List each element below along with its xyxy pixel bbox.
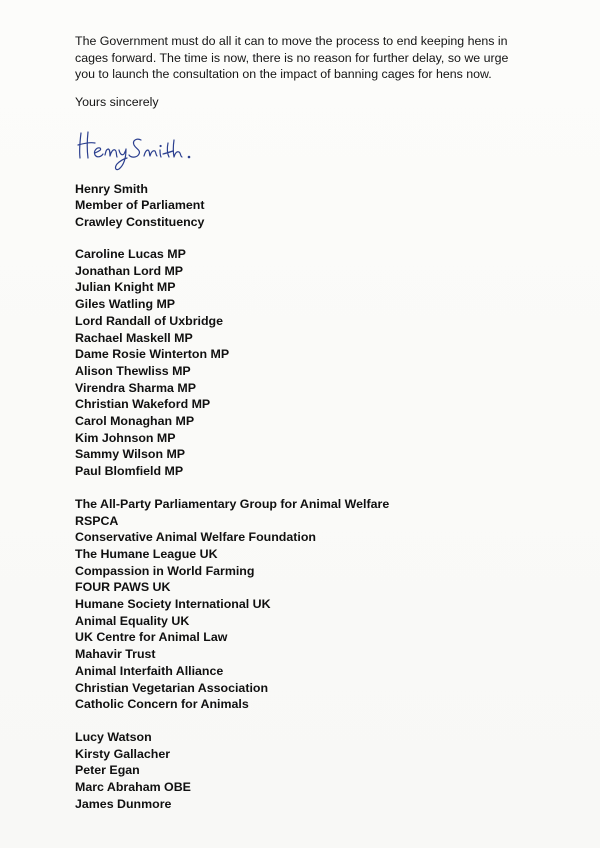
spacer	[75, 480, 545, 496]
signatory-mp: Jonathan Lord MP	[75, 263, 184, 278]
signatory-mp: Julian Knight MP	[75, 280, 176, 295]
signatory-mp: Alison Thewliss MP	[75, 363, 191, 378]
spacer	[75, 230, 545, 246]
signatory-individual: James Dunmore	[75, 796, 172, 811]
signatory-individual: Kirsty Gallacher	[75, 746, 171, 761]
signatory-mp: Paul Blomfield MP	[75, 464, 184, 479]
letter-content	[75, 33, 545, 813]
signatory-individual: Marc Abraham OBE	[75, 780, 191, 795]
signatory-organisation: The Humane League UK	[75, 546, 218, 561]
paragraph-line: you to launch the consultation on the impact of banning cages for hens now.	[75, 67, 492, 82]
signatory-mp: Caroline Lucas MP	[75, 247, 186, 261]
signatory-mp: Lord Randall of Uxbridge	[75, 313, 224, 328]
signatory-individual: Peter Egan	[75, 763, 140, 778]
signatory-organisation: Animal Equality UK	[75, 613, 190, 628]
signatory-mp: Virendra Sharma MP	[75, 380, 196, 395]
signatory-organisation: Christian Vegetarian Association	[75, 680, 269, 695]
signatory-organisation: Conservative Animal Welfare Foundation	[75, 530, 316, 545]
signatory-organisation: RSPCA	[75, 513, 119, 528]
spacer	[75, 713, 545, 729]
handwritten-signature	[75, 116, 225, 172]
paragraph-line: cages forward. The time is now, there is no reason for further delay, so we urge	[75, 50, 509, 65]
sender-title: Member of Parliament	[75, 198, 205, 213]
signatory-organisation: Animal Interfaith Alliance	[75, 663, 224, 678]
closing-salutation: Yours sincerely	[75, 94, 159, 109]
paragraph-line: The Government must do all it can to move the process to end keeping hens in	[75, 34, 508, 48]
signatory-organisation: The All-Party Parliamentary Group for Animal Welfare	[75, 496, 390, 511]
signatory-organisation: FOUR PAWS UK	[75, 580, 171, 595]
sender-details	[75, 181, 545, 230]
signature-image	[75, 116, 225, 172]
individual-signatories	[75, 729, 545, 813]
sender-constituency: Crawley Constituency	[75, 214, 205, 229]
signatory-mp: Carol Monaghan MP	[75, 414, 195, 429]
organisation-signatories	[75, 496, 545, 713]
signatory-organisation: Mahavir Trust	[75, 647, 156, 662]
signatory-mp: Giles Watling MP	[75, 297, 176, 312]
signatory-mp: Kim Johnson MP	[75, 430, 176, 445]
signatory-organisation: Compassion in World Farming	[75, 563, 255, 578]
mp-signatories	[75, 246, 545, 480]
closing-paragraph	[75, 33, 545, 83]
signatory-mp: Rachael Maskell MP	[75, 330, 193, 345]
signatory-mp: Christian Wakeford MP	[75, 397, 211, 412]
signatory-organisation: Humane Society International UK	[75, 597, 271, 612]
signatory-individual: Lucy Watson	[75, 729, 152, 744]
signatory-mp: Dame Rosie Winterton MP	[75, 347, 230, 362]
sender-block	[75, 181, 545, 230]
sender-name: Henry Smith	[75, 181, 148, 196]
signatory-organisation: UK Centre for Animal Law	[75, 630, 228, 645]
signatory-mp: Sammy Wilson MP	[75, 447, 186, 462]
signatory-organisation: Catholic Concern for Animals	[75, 697, 249, 712]
